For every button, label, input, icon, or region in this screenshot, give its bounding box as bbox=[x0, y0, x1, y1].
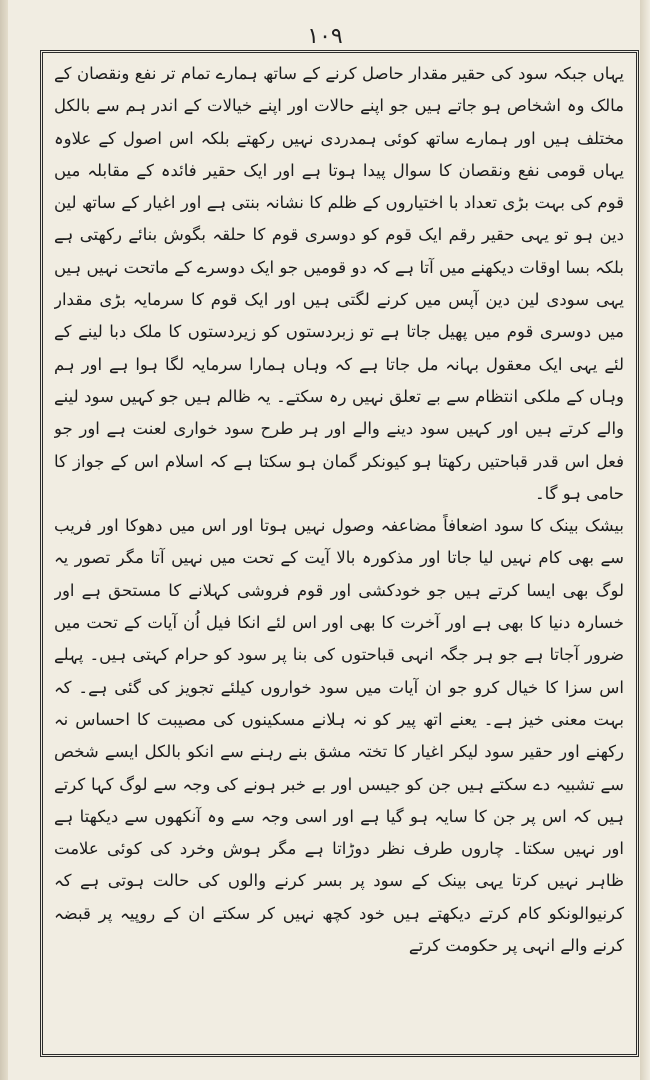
body-text bbox=[54, 58, 624, 1048]
paragraph-1: یہاں جبکہ سود کی حقیر مقدار حاصل کرنے کے ساتھ ہمارے تمام تر نفع ونقصان کے مالک وہ اشخاص ہو جاتے ہیں جو اپنے حالات اور اپنے خیالات کے اندر ہم سے بالکل مختلف ہیں اور ہمارے ساتھ کوئی ہمدردی نہیں رکھتے بلکہ اس اصول کے علاوہ یہاں قومی نفع ونقصان کا سوال پیدا ہوتا ہے اور ایک حقیر فائدہ کے مقابلہ میں قوم کی بہت بڑی تعداد با اختیاروں کے ظلم کا نشانہ بنتی ہے اور اغیار کے ساتھ لین دین ہو تو یہی حقیر رقم ایک قوم کو دوسری قوم کا حلقہ بگوش بنائے رکھتی ہے بلکہ بسا اوقات دیکھنے میں آتا ہے کہ دو قومیں جو ایک دوسرے کے ماتحت نہیں ہیں یہی سودی لین دین آپس میں کرنے لگتی ہیں اور ایک قوم کا سرمایہ بڑی مقدار میں دوسری قوم میں پھیل جاتا ہے تو زبردستوں کو زیردستوں کا ملک دبا لینے کے لئے یہی ایک معقول بہانہ مل جاتا ہے کہ وہاں ہمارا سرمایہ لگا ہوا ہے اور ہم وہاں کے ملکی انتظام سے بے تعلق نہیں رہ سکتے۔ یہ ظالم ہیں جو کہیں سود لینے والے کرتے ہیں اور کہیں سود دینے والے اور ہر طرح سود خواری لعنت ہے اور جو فعل اس قدر قباحتیں رکھتا ہو کیونکر گمان ہو سکتا ہے کہ اسلام اس کے جواز کا حامی ہو گا۔ bbox=[54, 64, 624, 503]
paragraph-2: بیشک بینک کا سود اضعافاً مضاعفہ وصول نہیں ہوتا اور اس میں دھوکا اور فریب سے بھی کام نہیں لیا جاتا اور مذکورہ بالا آیت کے تحت میں نہیں آتا مگر تصور یہ لوگ بھی ایسا کرتے ہیں جو خودکشی اور قوم فروشی کہلانے کا مستحق ہے اور خسارہ دنیا کا بھی ہے اور آخرت کا بھی اور اس لئے انکا فیل اُن آیات کے تحت میں ضرور آجاتا ہے جو ہر جگہ انہی قباحتوں کی بنا پر سود کو حرام کہتی ہیں۔ پہلے اس سزا کا خیال کرو جو ان آیات میں سود خواروں کیلئے تجویز کی گئی ہے۔ کہ بہت معنی خیز ہے۔ یعنے اتھ پیر کو نہ ہلانے مسکینوں کی مصیبت کا احساس نہ رکھنے اور حقیر سود لیکر اغیار کا تختہ مشق بنے رہنے سے انکو بالکل ایسے شخص سے تشبیہ دے سکتے ہیں جن کو جیسں اور بے خبر ہونے کی وجہ سے لوگ کہا کرتے ہیں کہ اس پر جن کا سایہ ہو گیا ہے اور اسی وجہ سے وہ آنکھوں سے دیکھتا ہے اور نہیں سکتا۔ چاروں طرف نظر دوڑاتا ہے مگر ہوش وخرد کی کوئی علامت ظاہر نہیں کرتا یہی بینک کے سود پر بسر کرنے والوں کی حالت ہوتی ہے کہ کرنیوالونکو کام کرتے دیکھتے ہیں خود کچھ نہیں کر سکتے ان کے روپیہ پر قبضہ کرنے والے انہی پر حکومت کرتے bbox=[54, 516, 624, 956]
page-left-edge bbox=[0, 0, 8, 1080]
page-right-edge bbox=[640, 0, 650, 1080]
page-number: ۱۰۹ bbox=[307, 24, 343, 49]
